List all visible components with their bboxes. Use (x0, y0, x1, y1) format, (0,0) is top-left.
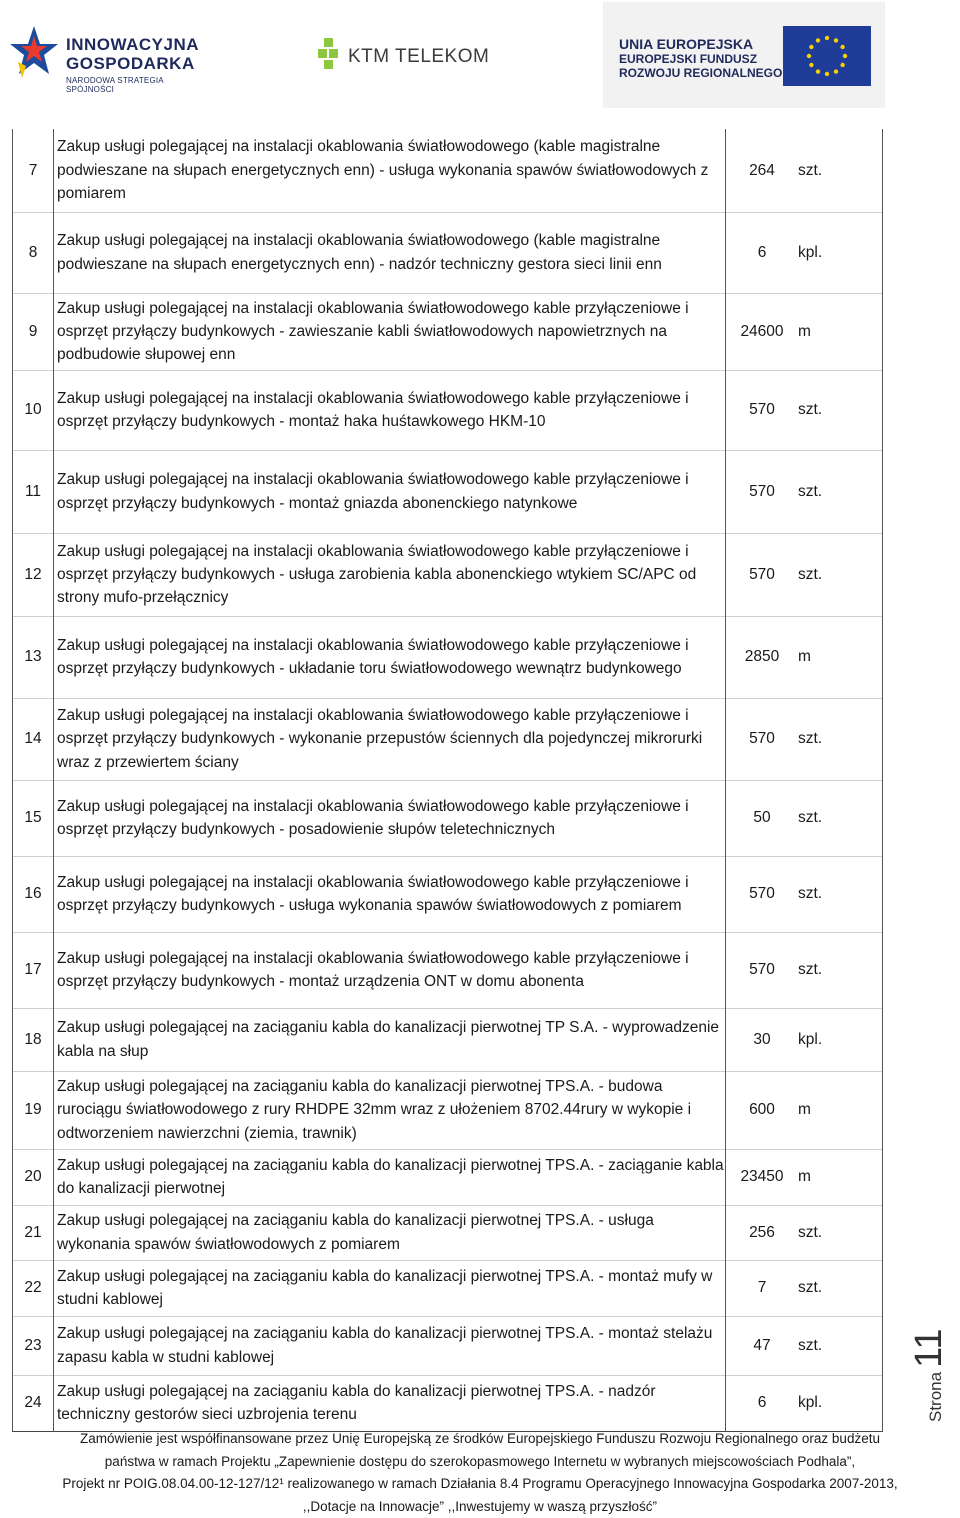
row-number: 23 (13, 1316, 54, 1375)
row-quantity: 23450 (726, 1149, 799, 1205)
row-description: Zakup usługi polegającej na instalacji okablowania światłowodowego kable przyłączeniowe i osprzęt przyłączy budynkowych - posadowienie słupów teletechnicznych (54, 780, 726, 856)
row-unit: szt. (798, 1260, 883, 1316)
row-number: 24 (13, 1375, 54, 1431)
row-quantity: 264 (726, 129, 799, 212)
row-number: 10 (13, 370, 54, 450)
table-row (13, 1316, 883, 1375)
row-unit: szt. (798, 1316, 883, 1375)
row-number: 16 (13, 856, 54, 932)
row-description: Zakup usługi polegającej na zaciąganiu kabla do kanalizacji pierwotnej TPS.A. - usługa wykonania spawów światłowodowych z pomiarem (54, 1205, 726, 1260)
table-row (13, 370, 883, 450)
table-row (13, 780, 883, 856)
row-unit: szt. (798, 698, 883, 780)
row-number: 13 (13, 616, 54, 698)
ktm-telekom-logo (318, 38, 518, 78)
table-row (13, 129, 883, 212)
table-row (13, 212, 883, 293)
row-unit: szt. (798, 533, 883, 616)
row-unit: szt. (798, 932, 883, 1008)
eu-fund-logo (603, 2, 885, 108)
row-number: 15 (13, 780, 54, 856)
row-description: Zakup usługi polegającej na zaciąganiu kabla do kanalizacji pierwotnej TPS.A. - budowa rurociągu światłowodowego z rury RHDPE 32mm wraz z ułożeniem 8702.44rury w wykopie i odtworzeniem nawierzchni (ziemia, trawnik) (54, 1071, 726, 1149)
table-row (13, 1149, 883, 1205)
logo-right-line2: EUROPEJSKI FUNDUSZ (619, 52, 757, 66)
row-description: Zakup usługi polegającej na instalacji okablowania światłowodowego kable przyłączeniowe i osprzęt przyłączy budynkowych - usługa zarobienia kabla abonenckiego wtykiem SC/APC od strony mufo-przełącznicy (54, 533, 726, 616)
row-description: Zakup usługi polegającej na instalacji okablowania światłowodowego kable przyłączeniowe i osprzęt przyłączy budynkowych - montaż urządzenia ONT w domu abonenta (54, 932, 726, 1008)
page-marker (908, 1312, 958, 1422)
row-description: Zakup usługi polegającej na instalacji okablowania światłowodowego kable przyłączeniowe i osprzęt przyłączy budynkowych - wykonanie przepustów ściennych dla pojedynczej mikrorurki wraz z przewiertem ściany (54, 698, 726, 780)
table-row (13, 616, 883, 698)
footer (0, 1428, 960, 1518)
row-quantity: 570 (726, 533, 799, 616)
table-row (13, 1375, 883, 1431)
eu-flag-icon (783, 26, 871, 86)
row-number: 11 (13, 450, 54, 533)
row-description: Zakup usługi polegającej na zaciąganiu kabla do kanalizacji pierwotnej TPS.A. - zaciąganie kabla do kanalizacji pierwotnej (54, 1149, 726, 1205)
page-number: 11 (908, 1328, 950, 1367)
logo-left-line3: NARODOWA STRATEGIA SPÓJNOŚCI (66, 76, 198, 94)
row-description: Zakup usługi polegającej na instalacji okablowania światłowodowego (kable magistralne podwieszane na słupach energetycznych enn) - usługa wykonania spawów światłowodowych z pomiarem (54, 129, 726, 212)
row-description: Zakup usługi polegającej na instalacji okablowania światłowodowego kable przyłączeniowe i osprzęt przyłączy budynkowych - układanie toru światłowodowego wewnątrz budynkowego (54, 616, 726, 698)
row-description: Zakup usługi polegającej na zaciąganiu kabla do kanalizacji pierwotnej TPS.A. - montaż stelażu zapasu kabla w studni kablowej (54, 1316, 726, 1375)
row-number: 21 (13, 1205, 54, 1260)
row-quantity: 570 (726, 370, 799, 450)
table-row (13, 293, 883, 370)
row-description: Zakup usługi polegającej na instalacji okablowania światłowodowego kable przyłączeniowe i osprzęt przyłączy budynkowych - zawieszanie kabli światłowodowych napowietrznych na podbudowie słupowej enn (54, 293, 726, 370)
row-number: 14 (13, 698, 54, 780)
row-unit: kpl. (798, 212, 883, 293)
logo-left-line2: GOSPODARKA (66, 55, 195, 72)
row-description: Zakup usługi polegającej na instalacji okablowania światłowodowego (kable magistralne podwieszane na słupach energetycznych enn) - nadzór techniczny gestora sieci linii enn (54, 212, 726, 293)
table-row (13, 698, 883, 780)
row-quantity: 570 (726, 698, 799, 780)
row-number: 7 (13, 129, 54, 212)
logo-right-line3: ROZWOJU REGIONALNEGO (619, 66, 782, 80)
row-number: 18 (13, 1008, 54, 1071)
items-table (12, 129, 883, 1432)
table-row (13, 533, 883, 616)
row-unit: szt. (798, 856, 883, 932)
footer-line4: ,,Dotacje na Innowacje” ,,Inwestujemy w waszą przyszłość” (0, 1496, 960, 1518)
ktm-telekom-name: KTM TELEKOM (348, 46, 489, 68)
logo-left-line1: INNOWACYJNA (66, 36, 199, 53)
row-quantity: 47 (726, 1316, 799, 1375)
row-quantity: 570 (726, 932, 799, 1008)
row-quantity: 2850 (726, 616, 799, 698)
row-description: Zakup usługi polegającej na instalacji okablowania światłowodowego kable przyłączeniowe i osprzęt przyłączy budynkowych - montaż gniazda abonenckiego natynkowe (54, 450, 726, 533)
row-quantity: 6 (726, 1375, 799, 1431)
table-row (13, 1260, 883, 1316)
row-description: Zakup usługi polegającej na zaciąganiu kabla do kanalizacji pierwotnej TPS.A. - nadzór techniczny gestorów sieci uzbrojenia terenu (54, 1375, 726, 1431)
row-description: Zakup usługi polegającej na zaciąganiu kabla do kanalizacji pierwotnej TPS.A. - montaż mufy w studni kablowej (54, 1260, 726, 1316)
row-number: 20 (13, 1149, 54, 1205)
row-number: 19 (13, 1071, 54, 1149)
row-quantity: 6 (726, 212, 799, 293)
row-unit: szt. (798, 450, 883, 533)
table-row (13, 856, 883, 932)
table-row (13, 1205, 883, 1260)
ktm-mark-icon (318, 38, 342, 74)
row-description: Zakup usługi polegającej na zaciąganiu kabla do kanalizacji pierwotnej TP S.A. - wyprowadzenie kabla na słup (54, 1008, 726, 1071)
row-quantity: 7 (726, 1260, 799, 1316)
row-unit: m (798, 293, 883, 370)
page-label: Strona (926, 1372, 945, 1422)
row-number: 12 (13, 533, 54, 616)
row-number: 17 (13, 932, 54, 1008)
row-unit: szt. (798, 780, 883, 856)
row-unit: m (798, 616, 883, 698)
star-emblem-icon (8, 22, 60, 84)
row-unit: szt. (798, 129, 883, 212)
table-row (13, 1071, 883, 1149)
row-quantity: 30 (726, 1008, 799, 1071)
row-description: Zakup usługi polegającej na instalacji okablowania światłowodowego kable przyłączeniowe i osprzęt przyłączy budynkowych - montaż haka huśtawkowego HKM-10 (54, 370, 726, 450)
row-number: 9 (13, 293, 54, 370)
row-quantity: 50 (726, 780, 799, 856)
row-number: 8 (13, 212, 54, 293)
innowacyjna-gospodarka-logo (8, 22, 198, 92)
row-unit: kpl. (798, 1008, 883, 1071)
footer-line1: Zamówienie jest współfinansowane przez Unię Europejską ze środków Europejskiego Funduszu Rozwoju Regionalnego oraz budżetu (0, 1428, 960, 1451)
row-description: Zakup usługi polegającej na instalacji okablowania światłowodowego kable przyłączeniowe i osprzęt przyłączy budynkowych - usługa wykonania spawów światłowodowych z pomiarem (54, 856, 726, 932)
row-unit: kpl. (798, 1375, 883, 1431)
footer-line2: państwa w ramach Projektu „Zapewnienie dostępu do szerokopasmowego Internetu w wybranych miejscowościach Podhala”, (0, 1451, 960, 1474)
logo-right-line1: UNIA EUROPEJSKA (619, 36, 753, 52)
table-row (13, 932, 883, 1008)
table-row (13, 450, 883, 533)
row-quantity: 570 (726, 450, 799, 533)
table-row (13, 1008, 883, 1071)
row-quantity: 256 (726, 1205, 799, 1260)
row-quantity: 24600 (726, 293, 799, 370)
row-unit: m (798, 1149, 883, 1205)
row-number: 22 (13, 1260, 54, 1316)
row-unit: szt. (798, 1205, 883, 1260)
row-quantity: 600 (726, 1071, 799, 1149)
footer-line3: Projekt nr POIG.08.04.00-12-127/12¹ realizowanego w ramach Działania 8.4 Programu Operacyjnego Innowacyjna Gospodarka 2007-2013, (0, 1473, 960, 1496)
row-unit: m (798, 1071, 883, 1149)
row-unit: szt. (798, 370, 883, 450)
row-quantity: 570 (726, 856, 799, 932)
